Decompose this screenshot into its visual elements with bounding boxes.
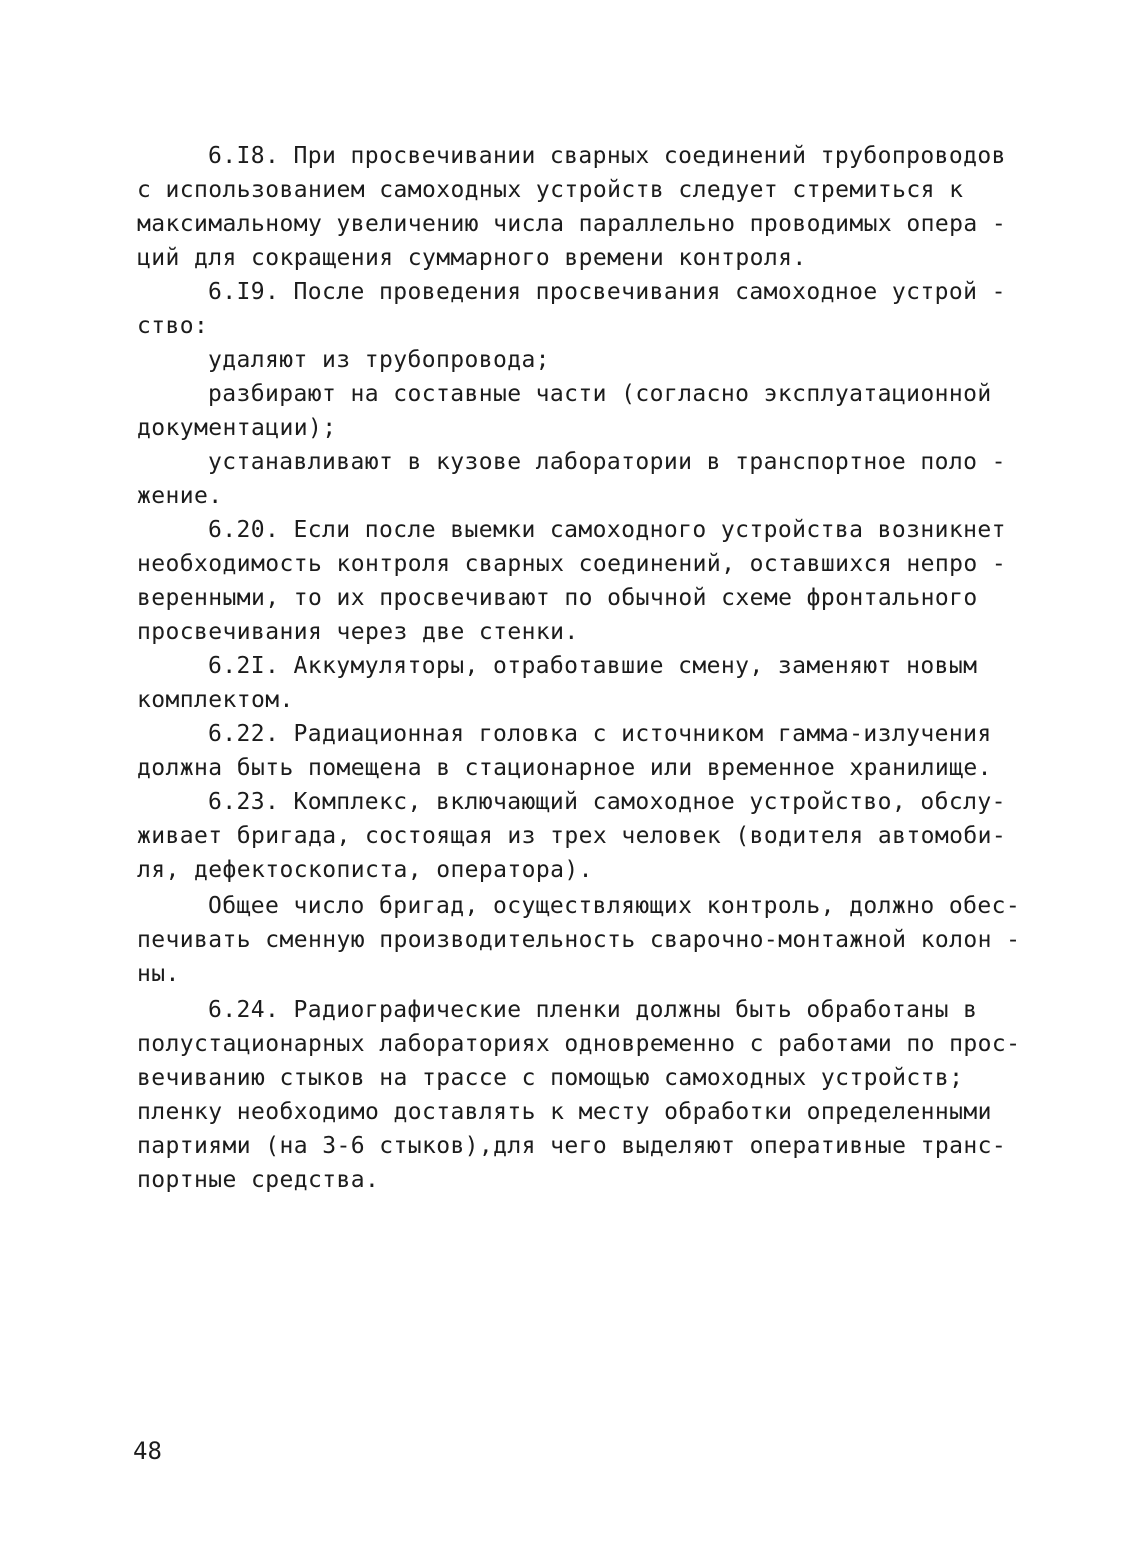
text-line: документации);: [137, 415, 337, 441]
text-line: 6.24. Радиографические пленки должны быть обработаны в: [208, 997, 978, 1023]
text-line: удаляют из трубопровода;: [208, 347, 550, 373]
text-line: должна быть помещена в стационарное или временное хранилище.: [137, 755, 992, 781]
text-line: устанавливают в кузове лаборатории в транспортное поло -: [208, 449, 1006, 475]
page-number: 48: [133, 1437, 162, 1465]
text-line: живает бригада, состоящая из трех человек (водителя автомоби-: [137, 823, 1007, 849]
text-line: ны.: [137, 961, 180, 987]
text-line: 6.20. Если после выемки самоходного устройства возникнет: [208, 517, 1006, 543]
text-line: полустационарных лабораториях одновременно с работами по прос-: [137, 1031, 1021, 1057]
text-line: жение.: [137, 483, 223, 509]
text-line: 6.I8. При просвечивании сварных соединений трубопроводов: [208, 143, 1006, 169]
text-line: 6.23. Комплекс, включающий самоходное устройство, обслу-: [208, 789, 1006, 815]
text-line: веренными, то их просвечивают по обычной схеме фронтального: [137, 585, 978, 611]
text-line: пленку необходимо доставлять к месту обработки определенными: [137, 1099, 992, 1125]
text-line: просвечивания через две стенки.: [137, 619, 579, 645]
text-line: ля, дефектоскописта, оператора).: [137, 857, 593, 883]
text-line: печивать сменную производительность сварочно-монтажной колон -: [137, 927, 1021, 953]
text-line: партиями (на 3-6 стыков),для чего выделяют оперативные транс-: [137, 1133, 1007, 1159]
text-line: максимальному увеличению числа параллельно проводимых опера -: [137, 211, 1007, 237]
text-line: ство:: [137, 313, 209, 339]
text-line: с использованием самоходных устройств следует стремиться к: [137, 177, 964, 203]
text-line: ций для сокращения суммарного времени контроля.: [137, 245, 807, 271]
text-line: вечиванию стыков на трассе с помощью самоходных устройств;: [137, 1065, 964, 1091]
text-line: комплектом.: [137, 687, 294, 713]
text-line: 6.22. Радиационная головка с источником гамма-излучения: [208, 721, 992, 747]
text-line: разбирают на составные части (согласно эксплуатационной: [208, 381, 992, 407]
text-line: 6.I9. После проведения просвечивания самоходное устрой -: [208, 279, 1006, 305]
text-line: необходимость контроля сварных соединений, оставшихся непро -: [137, 551, 1007, 577]
text-line: 6.2I. Аккумуляторы, отработавшие смену, заменяют новым: [208, 653, 978, 679]
text-line: Общее число бригад, осуществляющих контроль, должно обес-: [208, 893, 1021, 919]
text-line: портные средства.: [137, 1167, 380, 1193]
